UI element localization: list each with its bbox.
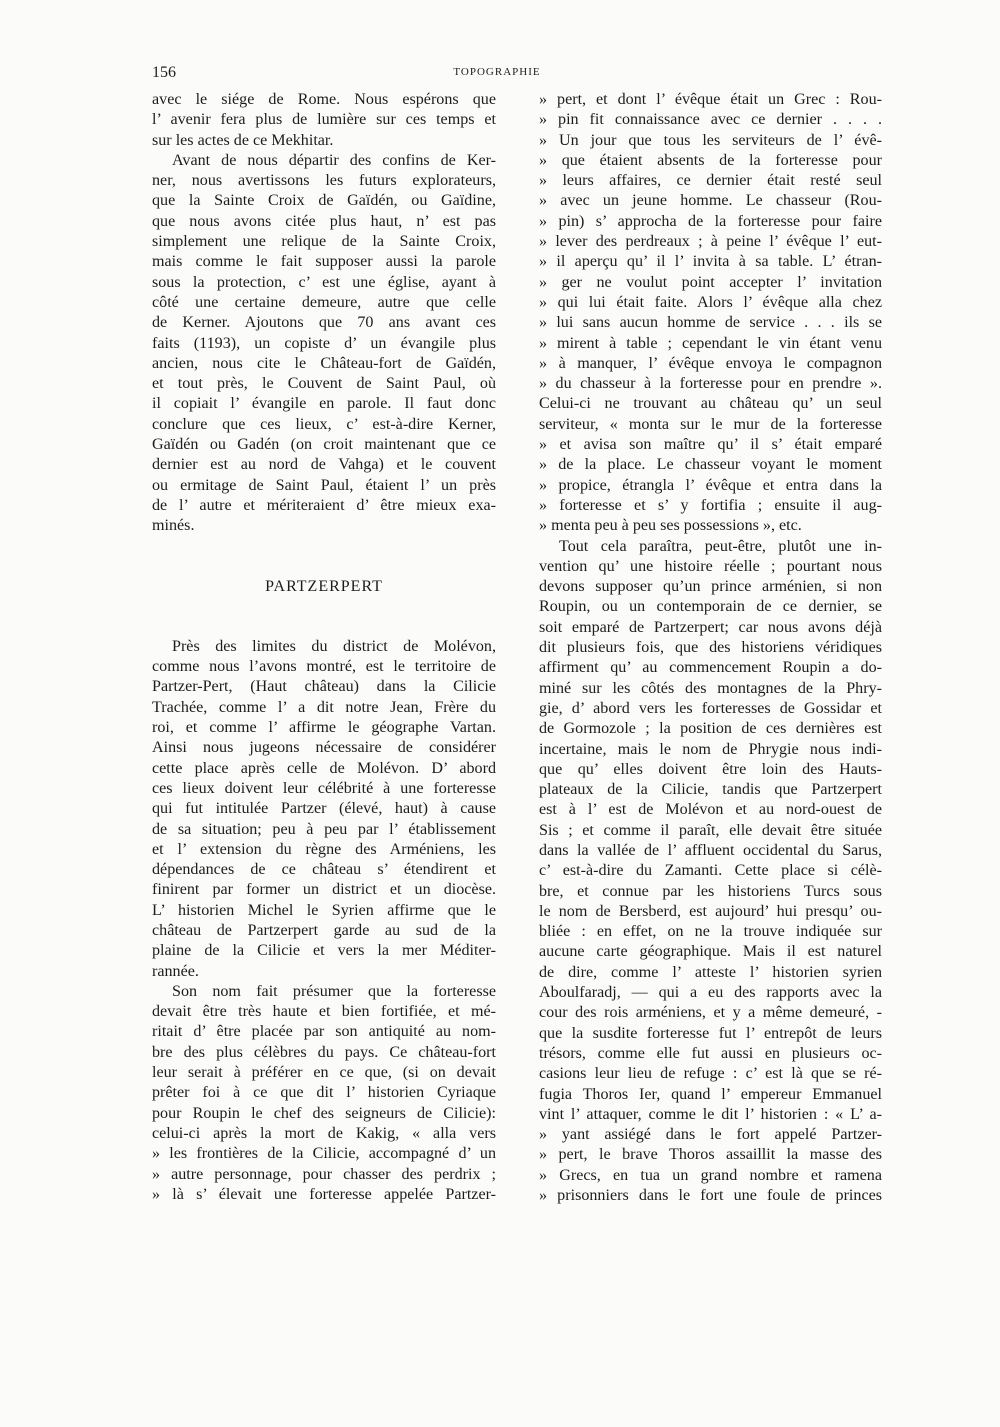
text-line: l’ avenir fera plus de lumière sur ces temps et (152, 111, 496, 129)
paragraph-mekhitar (152, 90, 496, 151)
text-line: cour des rois arméniens, et y a même demeuré, - (539, 1004, 882, 1022)
text-line: sous la protection, c’ est une église, ayant à (152, 273, 496, 291)
text-line: » Un jour que tous les serviteurs de l’ évê- (539, 131, 882, 149)
text-line: Avant de nous départir des confins de Ker- (172, 151, 496, 169)
text-line: vint l’ attaquer, comme le dit l’ historien : « L’ a- (539, 1105, 882, 1123)
text-line: » que étaient absents de la forteresse pour (539, 151, 882, 169)
text-line: » qui lui était faite. Alors l’ évêque alla chez (539, 293, 882, 311)
text-line: Roupin, ou un contemporain de ce dernier, se (539, 598, 882, 616)
right-column (539, 90, 882, 1206)
text-line: que nous avons citée plus haut, n’ est pas (152, 212, 496, 230)
text-line: » leurs affaires, ce dernier était resté seul (539, 172, 882, 190)
text-line: bre, et connue par les historiens Turcs sous (539, 882, 882, 900)
text-line: vention qu’ une histoire réelle ; pourtant nous (539, 557, 882, 575)
text-line: dépendances de ce château s’ étendirent et (152, 861, 496, 879)
text-line: ner, nous avertissons les futurs explorateurs, (152, 172, 496, 190)
text-line: comme nous l’avons montré, est le territoire de (152, 658, 496, 676)
text-line: conclure que ces lieux, c’ est-à-dire Kerner, (152, 415, 496, 433)
text-line: devait être très haute et bien fortifiée, et mé- (152, 1003, 496, 1021)
text-line: mais comme le fait supposer aussi la parole (152, 253, 496, 271)
text-line: il copiait l’ évangile en parole. Il faut donc (152, 395, 496, 413)
text-line: » pin fit connaissance avec ce dernier . . . . (539, 111, 882, 129)
text-line: Son nom fait présumer que la forteresse (172, 982, 496, 1000)
text-line: simplement une relique de la Sainte Croix, (152, 233, 496, 251)
text-line: incertaine, mais le nom de Phrygie nous indi- (539, 740, 882, 758)
text-line: fugia Thoros Ier, quand l’ empereur Emmanuel (539, 1085, 882, 1103)
text-line: L’ historien Michel le Syrien affirme que le (152, 901, 496, 919)
text-line: » il aperçu qu’ il l’ invita à sa table. L’ étran- (539, 253, 882, 271)
text-line: plaine de la Cilicie et vers la mer Méditer- (152, 942, 496, 960)
page-number: 156 (152, 64, 176, 81)
text-line: Aboulfaradj, — qui a eu des rapports avec la (539, 984, 882, 1002)
text-line: Tout cela paraîtra, peut-être, plutôt une in- (559, 537, 882, 555)
text-line: » les frontières de la Cilicie, accompagné d’ un (152, 1145, 496, 1163)
text-line: roi, et comme l’ affirme le géographe Vartan. (152, 719, 496, 737)
text-line: Trachée, comme l’ a dit notre Jean, Frère du (152, 698, 496, 716)
text-line: Partzer-Pert, (Haut château) dans la Cilicie (152, 678, 496, 696)
text-line: château de Partzerpert garde au sud de la (152, 921, 496, 939)
text-line: est à l’ est de Molévon et au nord-ouest de (539, 801, 882, 819)
text-line: leur serait à préférer en ce que, (si on devait (152, 1064, 496, 1082)
text-line: » à manquer, l’ évêque envoya le compagnon (539, 354, 882, 372)
paragraph-quotation (539, 90, 882, 537)
text-line: » pert, le brave Thoros assaillit la masse des (539, 1146, 882, 1164)
text-line: que qu’ elles doivent être loin des Hauts- (539, 760, 882, 778)
text-line: » lever des perdreaux ; à peine l’ évêque l’ eut- (539, 233, 882, 251)
text-line: » propice, étrangla l’ évêque et entra dans la (539, 476, 882, 494)
text-line: » avec un jeune homme. Le chasseur (Rou- (539, 192, 882, 210)
text-line: minés. (152, 517, 195, 535)
paragraph-kerner (152, 151, 496, 537)
text-line: » lui sans aucun homme de service . . . ils se (539, 314, 882, 332)
text-line: plateaux de la Cilicie, tandis que Partzerpert (539, 781, 882, 799)
text-line: qui fut intitulée Partzer (élevé, haut) à cause (152, 800, 496, 818)
text-line: » Grecs, en tua un grand nombre et ramena (539, 1166, 882, 1184)
text-line: pour Roupin le chef des seigneurs de Cilicie): (152, 1104, 496, 1122)
text-line: cette place après celle de Molévon. D’ abord (152, 759, 496, 777)
text-line: » forteresse et s’ y fortifia ; ensuite il aug- (539, 496, 882, 514)
left-column (152, 90, 496, 1205)
text-line: de sa situation; peu à peu par l’ établissement (152, 820, 496, 838)
text-line: celui-ci après la mort de Kakig, « alla vers (152, 1124, 496, 1142)
text-line: » yant assiégé dans le fort appelé Partzer- (539, 1126, 882, 1144)
text-line: casions leur lieu de refuge : c’ est là que se ré- (539, 1065, 882, 1083)
text-line: Ainsi nous jugeons nécessaire de considérer (152, 739, 496, 757)
text-line: serviteur, « monta sur le mur de la forteresse (539, 415, 882, 433)
text-line: bliée : en effet, on ne la trouve indiquée sur (539, 923, 882, 941)
text-line: que la Sainte Croix de Gaïdén, ou Gaïdine, (152, 192, 496, 210)
text-line: Sis ; et comme il paraît, elle devait être située (539, 821, 882, 839)
page-header (152, 64, 842, 84)
running-title: TOPOGRAPHIE (453, 66, 541, 78)
text-line: et tout près, le Couvent de Saint Paul, où (152, 375, 496, 393)
text-line: aucune carte géographique. Mais il est naturel (539, 943, 882, 961)
text-line: ces lieux doivent leur célébrité à une forteresse (152, 779, 496, 797)
text-line: » menta peu à peu ses possessions », etc. (539, 517, 802, 535)
text-line: faits (1193), un copiste d’ un évangile plus (152, 334, 496, 352)
paragraph-partzerpert-intro (152, 637, 496, 982)
text-line: dit plusieurs fois, que des historiens véridiques (539, 639, 882, 657)
paragraph-fortress-name (152, 982, 496, 1205)
text-line: dernier est au nord de Vahga) et le couvent (152, 456, 496, 474)
text-line: Celui-ci ne trouvant au château qu’ un seul (539, 395, 882, 413)
text-line: de l’ autre et mériteraient d’ être mieux exa- (152, 496, 496, 514)
text-line: de dire, comme l’ atteste l’ historien syrien (539, 963, 882, 981)
text-line: de Gormozole ; la position de ces dernières est (539, 720, 882, 738)
text-line: » prisonniers dans le fort une foule de princes (539, 1187, 882, 1205)
section-heading: PARTZERPERT (265, 577, 383, 595)
text-line: et l’ extension du règne des Arméniens, les (152, 840, 496, 858)
text-line: avec le siége de Rome. Nous espérons que (152, 91, 496, 108)
text-line: sur les actes de ce Mekhitar. (152, 131, 334, 149)
text-line: dans la vallée de l’ affluent occidental du Sarus, (539, 841, 882, 859)
text-line: » et avisa son maître qu’ il s’ était emparé (539, 436, 882, 454)
text-line: affirment qu’ au commencement Roupin a do- (539, 659, 882, 677)
text-line: » pin) s’ approcha de la forteresse pour faire (539, 212, 882, 230)
text-line: c’ est-à-dire du Zamanti. Cette place si célè- (539, 862, 882, 880)
text-line: Près des limites du district de Molévon, (172, 637, 496, 655)
text-line: ancien, nous cite le Château-fort de Gaïdén, (152, 354, 496, 372)
text-line: de Kerner. Ajoutons que 70 ans avant ces (152, 314, 496, 332)
text-line: gie, d’ abord vers les forteresses de Gossidar et (539, 699, 882, 717)
text-line: finirent par former un district et un diocèse. (152, 881, 496, 899)
text-line: rannée. (152, 962, 199, 980)
text-line: devons supposer qu’un prince arménien, si non (539, 578, 882, 596)
text-line: » du chasseur à la forteresse pour en prendre ». (539, 375, 882, 393)
text-line: prêter foi à ce que dit l’ historien Cyriaque (152, 1084, 496, 1102)
text-line: Gaïdén ou Gadén (on croit maintenant que ce (152, 436, 496, 454)
text-line: » de la place. Le chasseur voyant le moment (539, 456, 882, 474)
text-line: ritait d’ être placée par son antiquité au nom- (152, 1023, 496, 1041)
text-line: ou ermitage de Saint Paul, étaient l’ un près (152, 476, 496, 494)
text-line: » ger ne voulut point accepter l’ invitation (539, 273, 882, 291)
text-line: » là s’ élevait une forteresse appelée Partzer- (152, 1185, 496, 1203)
text-line: miné sur les côtés des montagnes de la Phry- (539, 679, 882, 697)
text-line: » autre personnage, pour chasser des perdrix ; (152, 1165, 496, 1183)
text-line: trésors, comme elle fut aussi en plusieurs oc- (539, 1044, 882, 1062)
text-line: bre des plus célèbres du pays. Ce château-fort (152, 1043, 496, 1061)
text-line: côté une certaine demeure, autre que celle (152, 293, 496, 311)
text-line: que la susdite forteresse fut l’ entrepôt de leurs (539, 1024, 882, 1042)
text-line: le nom de Bersberd, est aujourd’ hui presqu’ ou- (539, 902, 882, 920)
paragraph-invention (539, 537, 882, 1207)
text-line: » pert, et dont l’ évêque était un Grec : Rou- (539, 91, 882, 108)
text-line: soit emparé de Partzerpert; car nous avons déjà (539, 618, 882, 636)
text-line: » mirent à table ; cependant le vin étant venu (539, 334, 882, 352)
